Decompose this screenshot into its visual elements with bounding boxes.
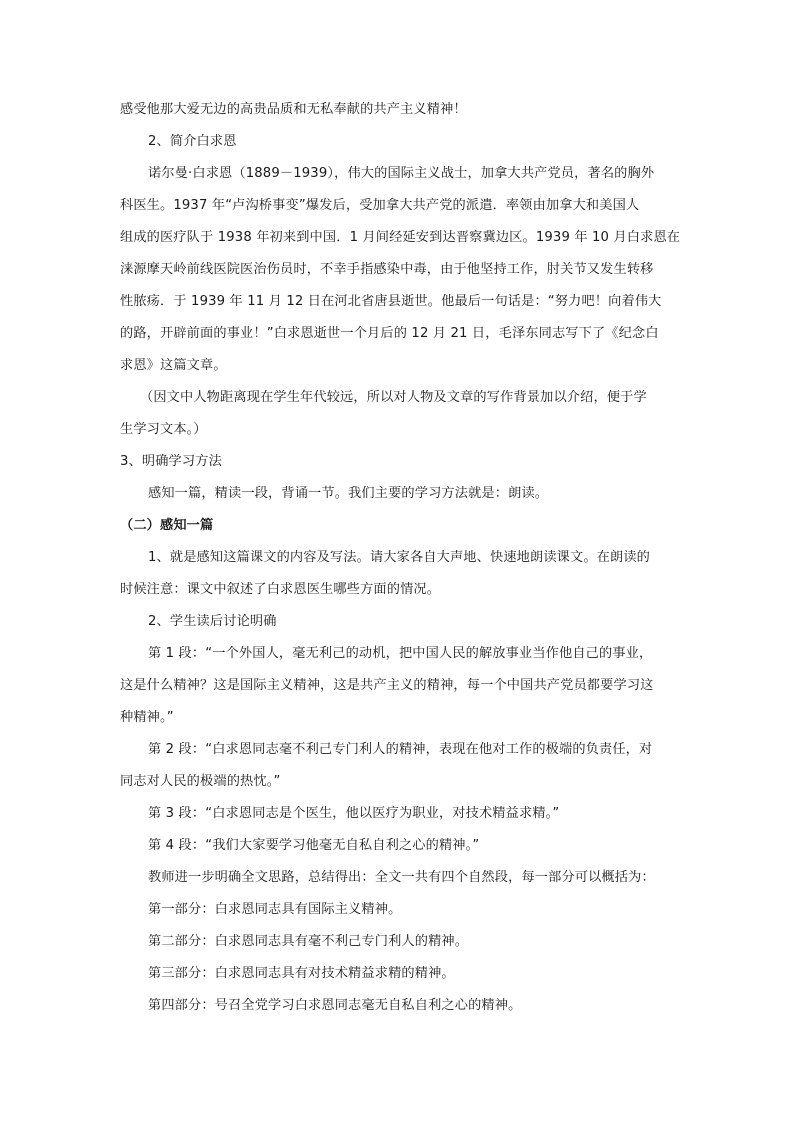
text-line-3: 诺尔曼·白求恩（1889－1939），伟大的国际主义战士，加拿大共产党员，著名的胸外 <box>148 166 655 181</box>
text-line-24: 第 4 段：“我们大家要学习他毫无自私自利之心的精神。” <box>148 838 480 853</box>
section-heading-intro: 2、简介白求恩 <box>148 134 237 149</box>
text-line-29: 第四部分：号召全党学习白求恩同志毫无自私自利之心的精神。 <box>148 998 522 1013</box>
section-heading-perceive: （二）感知一篇 <box>120 518 214 533</box>
section-heading-method: 3、明确学习方法 <box>120 454 222 469</box>
text-line-5: 组成的医疗队于 1938 年初来到中国．1 月间经延安到达晋察冀边区。1939 年 10 月白求恩在 <box>120 230 681 245</box>
text-line-7: 性脓疡．于 1939 年 11 月 12 日在河北省唐县逝世。他最后一句话是：“努力吧！向着伟大 <box>120 294 662 309</box>
text-line-17: 2、学生读后讨论明确 <box>148 614 277 629</box>
text-line-1: 感受他那大爱无边的高贵品质和无私奉献的共产主义精神！ <box>120 102 467 117</box>
text-line-25: 教师进一步明确全文思路，总结得出：全文一共有四个自然段，每一部分可以概括为： <box>148 870 655 885</box>
text-line-19: 这是什么精神？这是国际主义精神，这是共产主义的精神，每一个中国共产党员都要学习这 <box>120 678 654 693</box>
text-line-13: 感知一篇，精读一段，背诵一节。我们主要的学习方法就是：朗读。 <box>148 486 549 501</box>
text-line-26: 第一部分：白求恩同志具有国际主义精神。 <box>148 902 402 917</box>
text-line-4: 科医生。1937 年“卢沟桥事变”爆发后，受加拿大共产党的派遣．率领由加拿大和美国人 <box>120 198 640 213</box>
text-line-8: 的路，开辟前面的事业！”白求恩逝世一个月后的 12 月 21 日，毛泽东同志写下了《纪念白 <box>120 326 659 341</box>
text-line-9: 求恩》这篇文章。 <box>120 358 227 373</box>
text-line-27: 第二部分：白求恩同志具有毫不利己专门利人的精神。 <box>148 934 469 949</box>
text-line-6: 涞源摩天岭前线医院医治伤员时，不幸手指感染中毒，由于他坚持工作，肘关节又发生转移 <box>120 262 654 277</box>
text-line-18: 第 1 段：“一个外国人，毫无利己的动机，把中国人民的解放事业当作他自己的事业， <box>148 646 653 661</box>
text-line-28: 第三部分：白求恩同志具有对技术精益求精的精神。 <box>148 966 455 981</box>
text-line-23: 第 3 段：“白求恩同志是个医生，他以医疗为职业，对技术精益求精。” <box>148 806 560 821</box>
text-line-11: 生学习文本。） <box>120 422 207 437</box>
text-line-20: 种精神。” <box>120 710 174 725</box>
text-line-10: （因文中人物距离现在学生年代较远，所以对人物及文章的写作背景加以介绍，便于学 <box>140 390 647 405</box>
text-line-15: 1、就是感知这篇课文的内容及写法。请大家各自大声地、快速地朗读课文。在朗读的 <box>148 550 651 565</box>
text-line-22: 同志对人民的极端的热忱。” <box>120 774 281 789</box>
text-line-16: 时候注意：课文中叙述了白求恩医生哪些方面的情况。 <box>120 582 441 597</box>
text-line-21: 第 2 段：“白求恩同志毫不利己专门利人的精神，表现在他对工作的极端的负责任，对 <box>148 742 653 757</box>
